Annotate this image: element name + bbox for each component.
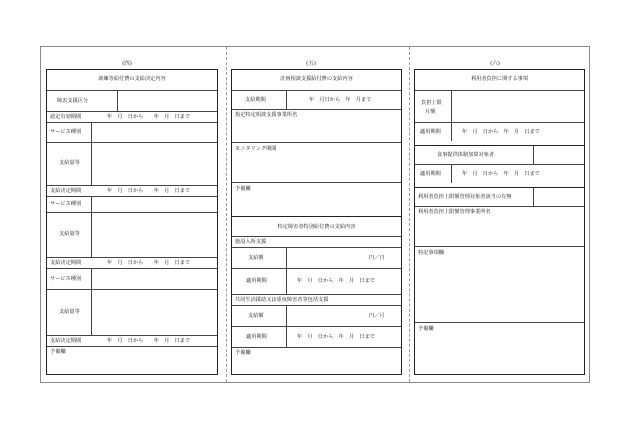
panel4-title-row [47,70,217,90]
panel4-amount-row-3 [47,289,217,335]
panel4-service-type-row-2 [47,196,217,212]
panel6-special-notes-label: 特記事項欄 [418,250,444,256]
panel5-group-home-amount-row [232,305,401,326]
panel5-notes-row-2 [232,347,401,374]
page-label-six: (六) [490,61,500,67]
panel6-notes-row [415,322,584,374]
panel4-service-type-label-3: サービス種別 [50,276,82,282]
panel4-amount-label-3: 支給量等 [59,309,80,315]
fold-line-right [409,47,410,382]
panel6-manage-target-value [533,188,584,206]
panel4-service-type-value-2 [91,197,217,212]
panel6-manage-office-row [415,206,584,246]
panel6-apply-period-label-1: 適用期間 [420,129,441,135]
panel4-cert-period-text: 年 月 日から 年 月 日まで [107,114,191,120]
panel4-service-type-value-3 [91,269,217,289]
panel4-service-type-value-1 [91,123,217,142]
panel6-meal-label: 食事提供体制加算対象者 [437,152,495,158]
panel6-apply-period-label-2: 適用期間 [420,171,441,177]
page-label-four: (四) [122,61,132,67]
panel4-cert-period-row [47,111,217,122]
fold-line-left [226,47,227,382]
panel6-title-row [415,70,584,90]
panel6-apply-period-value-1 [451,123,584,141]
panel6-apply-period-text-2: 年 月 日から 年 月 日まで [462,171,540,177]
panel5-group-home-label: 共同生活援助又は重度障害者等包括支援 [235,297,329,303]
panel6-manage-office-label: 利用者負担上限額管理事業所名 [418,209,491,215]
panel6-manage-target-label: 利用者負担上限額管理対象者該当の有無 [418,194,512,200]
panel5-notes-label: 予備欄 [235,186,251,192]
panel4-category-label: 障害支援区分 [57,98,89,104]
panel5-per-month: 円／月 [369,313,385,319]
panel5-group-home-period-label: 適用期間 [246,334,267,340]
panel5-payment-period-text: 年 月日から 年 月まで [309,97,372,103]
panel5-provider-row [232,109,401,142]
panel6-burden-limit-row [415,90,584,122]
panel6-apply-period-row-2 [415,164,584,183]
panel5-group-home-period-row [232,326,401,347]
panel4-decision-period-text-1: 年 月 日から 年 月 日まで [107,188,191,194]
panel-training-benefits [46,69,218,375]
panel4-service-type-row-1 [47,122,217,142]
panel6-meal-row [415,145,584,164]
panel5-facility-period-value [286,269,401,294]
panel5-group-home-amount-value [286,306,401,326]
panel5-facility-period-text: 年 月 日から 年 月 日まで [297,278,375,284]
panel6-manage-target-row [415,187,584,206]
panel5-facility-amount-value [286,248,401,268]
panel4-cert-period-label: 認定有効期間 [50,114,82,120]
page-label-five: (五) [306,61,316,67]
panel5-provider-label: 指定特定相談支援事業所名 [235,112,298,118]
panel5-per-day: 円／日 [369,255,385,261]
panel5-notes-label-2: 予備欄 [235,350,251,356]
panel5-group-home-amount-label: 支給額 [248,313,264,319]
panel5-facility-period-row [232,268,401,294]
panel6-special-notes-row [415,246,584,322]
panel4-amount-label-1: 支給量等 [59,160,80,166]
panel4-service-type-row-3 [47,268,217,289]
panel5-facility-period-label: 適用期間 [246,278,267,284]
panel4-decision-period-text-2: 年 月 日から 年 月 日まで [107,260,191,266]
panel4-category-row [47,90,217,111]
panel6-notes-label: 予備欄 [418,326,434,332]
panel6-burden-limit-value [451,91,584,122]
panel4-amount-label-2: 支給量等 [59,231,80,237]
panel5-group-home-row [232,294,401,305]
panel4-category-value [117,91,217,111]
panel4-decision-period-row-2 [47,257,217,268]
panel6-burden-limit-label-1: 負担上限 [421,100,442,106]
panel5-payment-period-label: 支給期間 [245,97,266,103]
panel6-title: 利用者負担に関する事項 [470,76,529,82]
panel4-notes-row [47,346,217,374]
panel5-group-home-period-text: 年 月 日から 年 月 日まで [297,334,375,340]
panel4-amount-row-1 [47,142,217,185]
certificate-sheet [40,46,590,383]
panel4-service-type-label-2: サービス種別 [50,201,82,207]
panel4-decision-period-label-1: 支給決定期間 [50,188,82,194]
panel5-group-home-period-value [286,327,401,347]
panel5-notes-row [232,182,401,216]
panel6-meal-value [533,146,584,164]
panel-user-burden [414,69,585,375]
panel4-amount-value-2 [91,213,217,257]
panel4-decision-period-label-2: 支給決定期間 [50,260,82,266]
panel5-monitoring-label: モニタリング期間 [235,146,277,152]
panel4-service-type-label-1: サービス種別 [50,129,82,135]
panel4-amount-value-3 [91,290,217,335]
panel5-facility-label: 施設入所支援 [235,239,267,245]
panel5-payment-period-row [232,90,401,109]
panel4-decision-period-label-3: 支給決定期間 [50,338,82,344]
panel6-apply-period-value-2 [451,165,584,183]
panel5-special-title-row [232,216,401,236]
panel4-amount-value-1 [91,143,217,185]
panel4-decision-period-text-3: 年 月 日から 年 月 日まで [107,338,191,344]
panel5-special-title: 特定障害者特別給付費の支給内容 [277,224,356,230]
panel5-monitoring-row [232,142,401,182]
panel6-apply-period-row-1 [415,122,584,141]
panel6-burden-limit-label-2: 月額 [425,109,436,115]
panel4-notes-label: 予備欄 [50,349,66,355]
panel5-payment-period-value [286,91,401,109]
panel5-facility-amount-row [232,247,401,268]
panel4-amount-row-2 [47,212,217,257]
panel5-title: 計画相談支援給付費の支給内容 [280,76,353,82]
panel5-title-row [232,70,401,90]
panel5-facility-amount-label: 支給額 [248,255,264,261]
panel5-facility-row [232,236,401,247]
panel4-decision-period-row-3 [47,335,217,346]
panel4-decision-period-row-1 [47,185,217,196]
panel4-title: 訓練等給付費の支給決定内容 [98,76,166,82]
panel-plan-consultation [231,69,402,375]
panel6-apply-period-text-1: 年 月 日から 年 月 日まで [462,129,540,135]
